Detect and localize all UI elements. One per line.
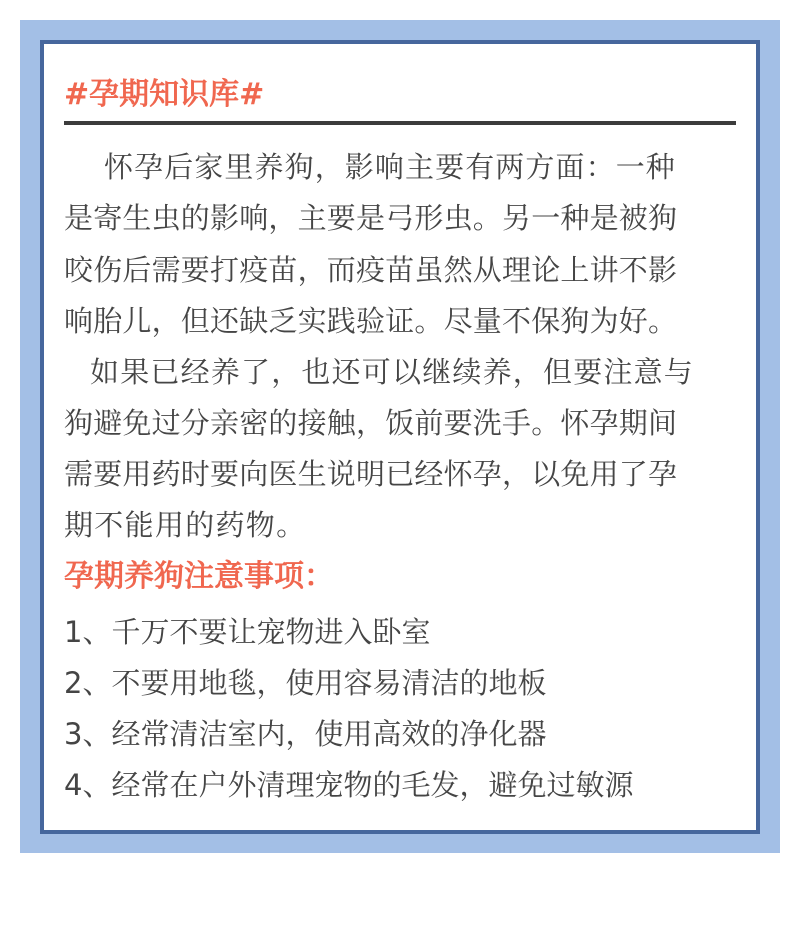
- paragraph-2-line: 需要用药时要向医生说明已经怀孕，以免用了孕: [64, 457, 678, 491]
- tip-item: 2、不要用地毯，使用容易清洁的地板: [64, 666, 547, 700]
- tip-item: 4、经常在户外清理宠物的毛发，避免过敏源: [64, 768, 634, 802]
- paragraph-1-line: 怀孕后家里养狗，影响主要有两方面：一种: [104, 150, 676, 184]
- paragraph-1-line: 响胎儿，但还缺乏实践验证。尽量不保狗为好。: [64, 304, 678, 338]
- paragraph-2-line: 如果已经养了，也还可以继续养，但要注意与: [90, 355, 695, 389]
- paragraph-2-line: 狗避免过分亲密的接触，饭前要洗手。怀孕期间: [64, 406, 678, 440]
- tip-item: 3、经常清洁室内，使用高效的净化器: [64, 717, 547, 751]
- paragraph-1-line: 咬伤后需要打疫苗，而疫苗虽然从理论上讲不影: [64, 253, 678, 287]
- paragraph-2-line: 期不能用的药物。: [64, 508, 307, 542]
- title-divider: [64, 121, 736, 125]
- section-title: 孕期养狗注意事项：: [64, 559, 334, 594]
- tip-item: 1、千万不要让宠物进入卧室: [64, 615, 431, 649]
- page-title: #孕期知识库#: [64, 77, 265, 112]
- paragraph-1-line: 是寄生虫的影响，主要是弓形虫。另一种是被狗: [64, 201, 678, 235]
